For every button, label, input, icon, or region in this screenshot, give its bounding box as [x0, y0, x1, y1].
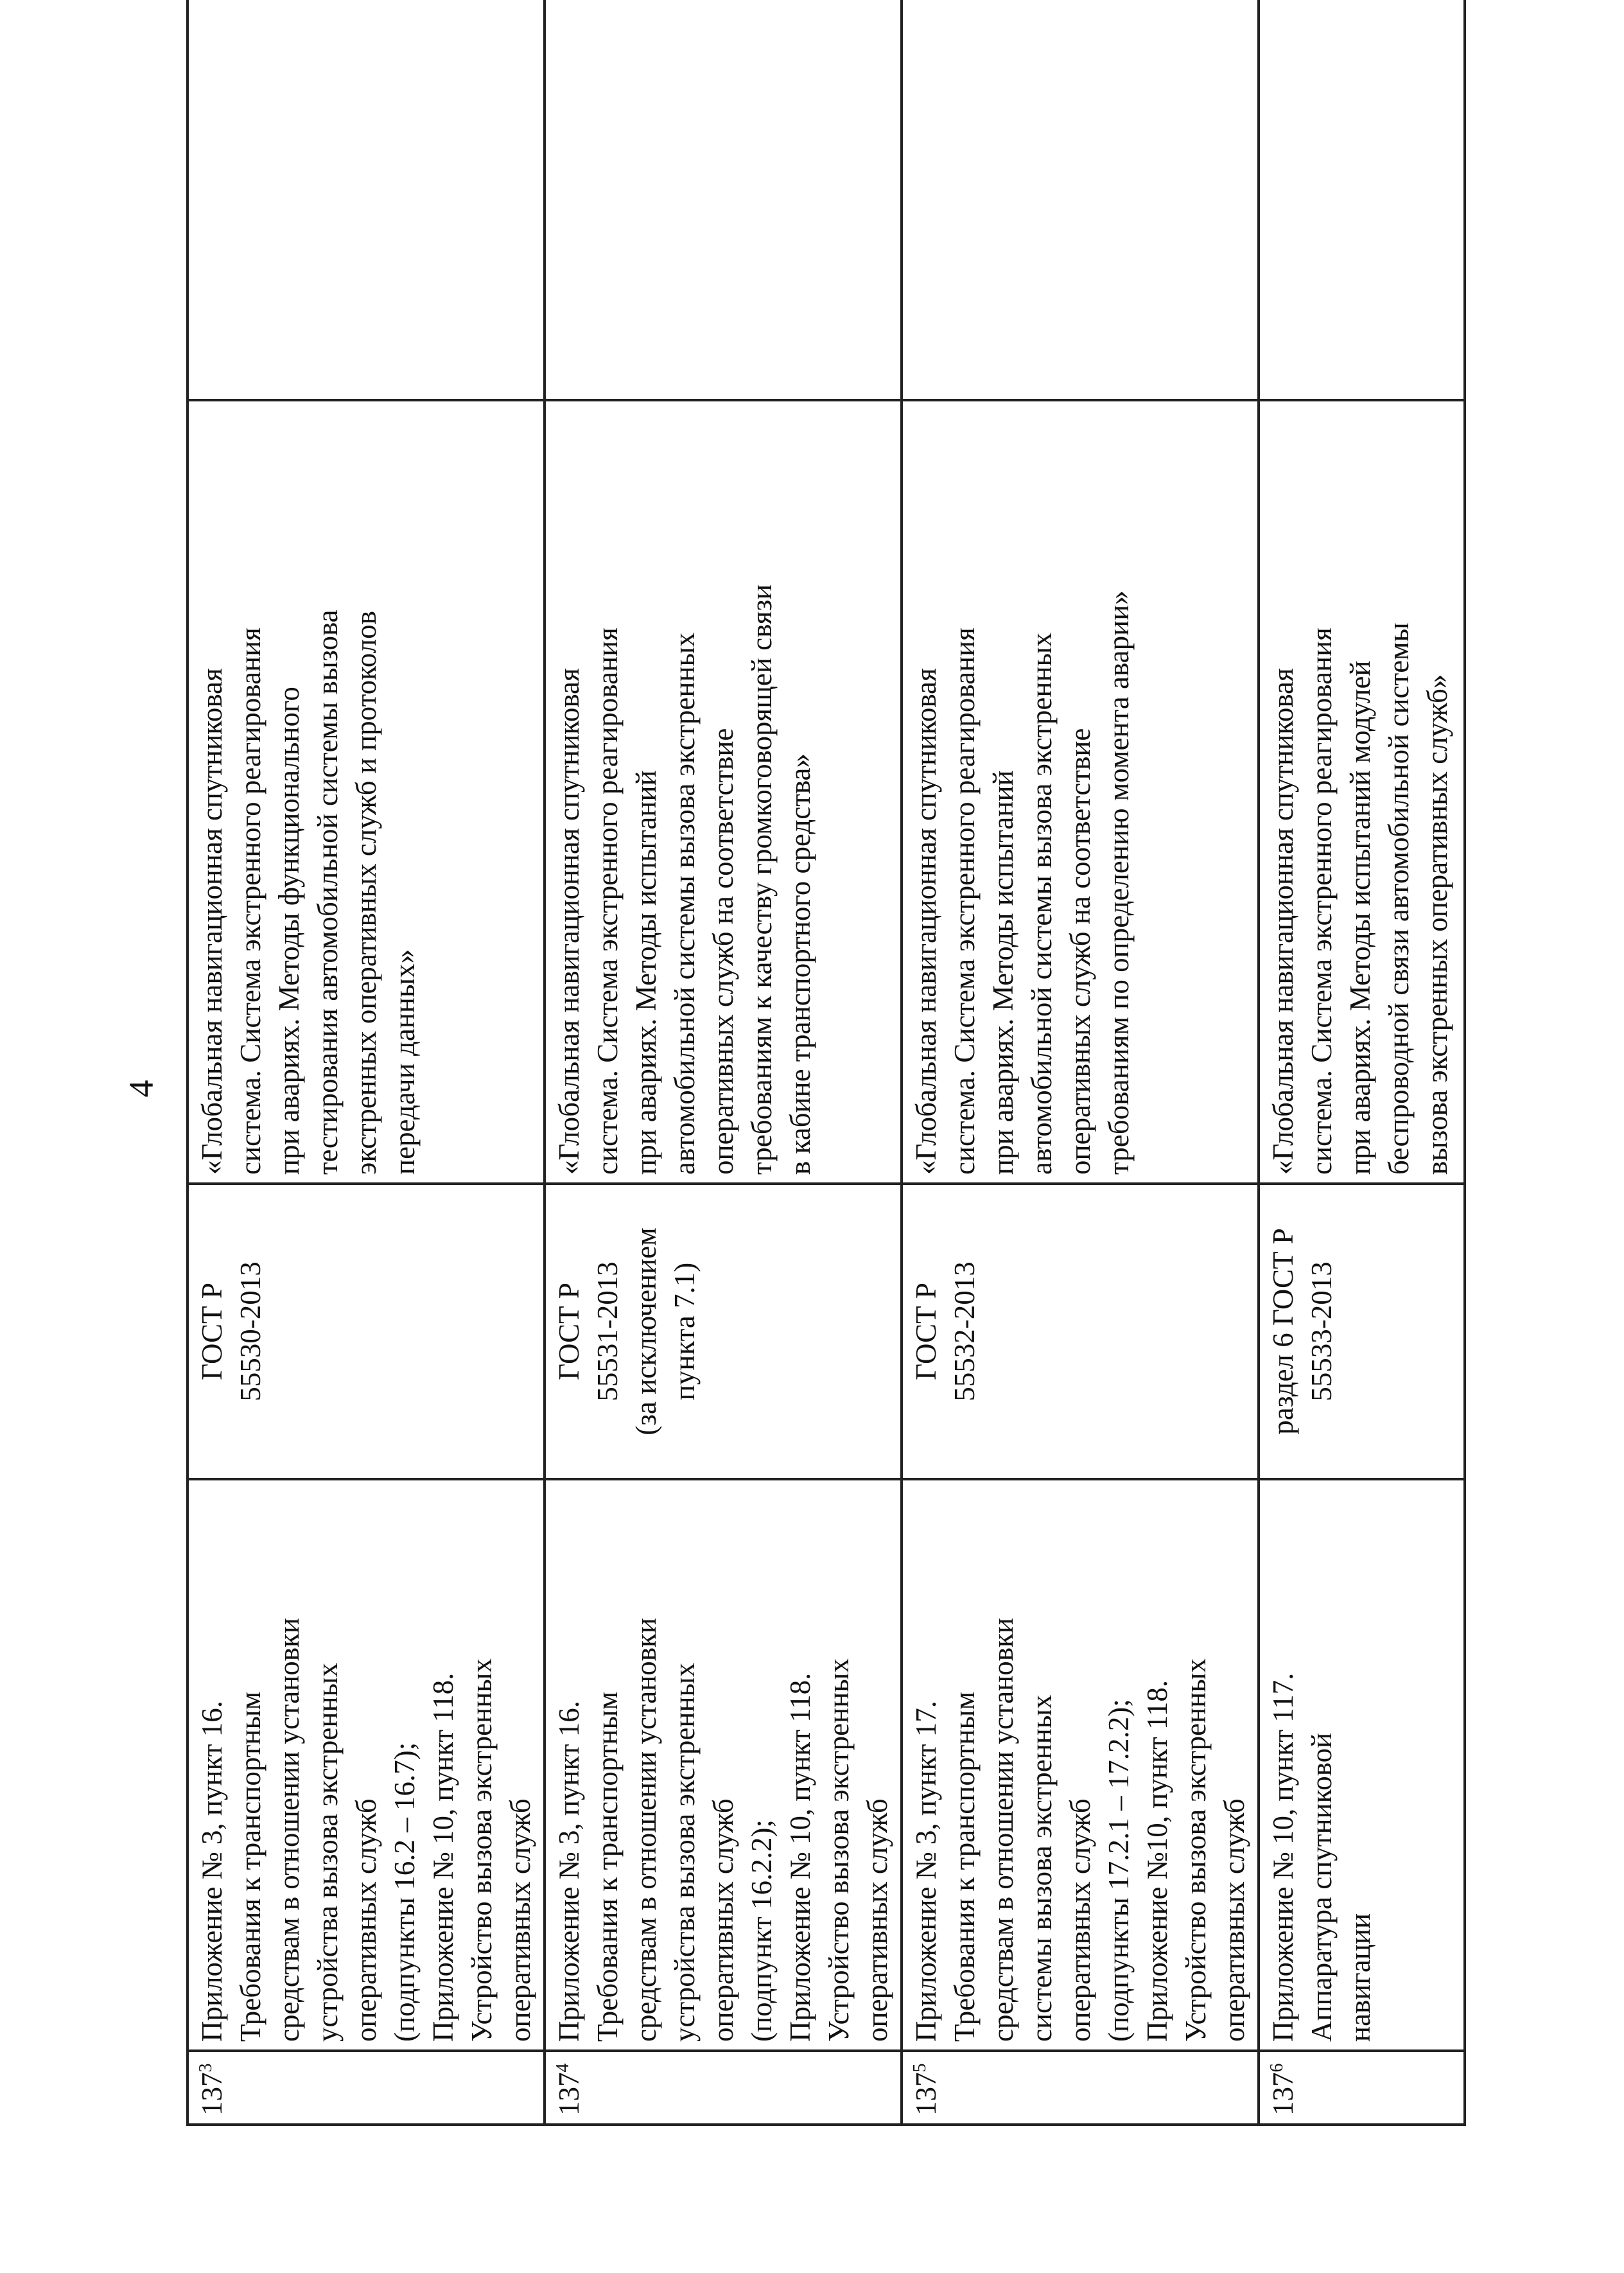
requirement-line: (подпункт 16.2.2);	[746, 1819, 778, 2042]
requirement-cell	[545, 1479, 902, 2051]
title-line: передачи данных»	[389, 949, 421, 1175]
standard-line: ГОСТ Р	[910, 1283, 942, 1380]
row-number-superscript: 6	[1267, 2063, 1287, 2073]
requirement-line: системы вызова экстренных	[1026, 1694, 1058, 2042]
standard-title-cell	[1259, 400, 1465, 1184]
note-cell	[902, 0, 1259, 400]
standard-title-cell	[545, 400, 902, 1184]
requirement-line: Приложение № 3, пункт 16.	[553, 1700, 585, 2042]
requirement-cell	[188, 1479, 545, 2051]
requirement-line: устройства вызова экстренных	[311, 1662, 344, 2042]
requirement-line: средствам в отношении установки	[273, 1618, 305, 2042]
title-line: в кабине транспортного средства»	[784, 753, 816, 1175]
row-number: 137	[196, 2072, 228, 2116]
row-number-cell	[545, 2051, 902, 2125]
title-line: оперативных служб на соответствие	[1064, 728, 1096, 1175]
table-row	[902, 0, 1259, 2125]
requirement-line: устройства вызова экстренных	[668, 1662, 701, 2042]
requirement-line: оперативных служб	[707, 1798, 739, 2042]
title-line: при авариях. Методы функционального	[273, 687, 305, 1175]
standard-line: раздел 6 ГОСТ Р	[1267, 1228, 1299, 1435]
standard-title-cell	[188, 400, 545, 1184]
standard-cell	[1259, 1184, 1465, 1479]
requirement-line: Приложение №10, пункт 118.	[1141, 1680, 1173, 2042]
standard-line: пункта 7.1)	[668, 1262, 701, 1401]
standard-line: ГОСТ Р	[196, 1283, 228, 1380]
row-number-cell	[188, 2051, 545, 2125]
title-line: требованиям к качеству громкоговорящей связи	[746, 584, 778, 1175]
note-cell	[545, 0, 902, 400]
requirement-line: оперативных служб	[861, 1798, 893, 2042]
rotated-table-container	[186, 0, 1453, 2126]
standard-cell	[902, 1184, 1259, 1479]
requirement-line: Приложение № 10, пункт 118.	[784, 1672, 816, 2042]
title-line: требованиям по определению момента аварии»	[1103, 590, 1135, 1175]
row-number: 137	[1267, 2072, 1299, 2116]
title-line: автомобильной системы вызова экстренных	[668, 632, 701, 1175]
title-line: система. Система экстренного реагирования	[1305, 627, 1338, 1175]
requirement-line: оперативных служб	[504, 1798, 536, 2042]
requirement-line: Требования к транспортным	[948, 1691, 981, 2042]
note-cell	[1259, 0, 1465, 400]
standard-line: 55531-2013	[591, 1261, 624, 1401]
title-line: тестирования автомобильной системы вызова	[311, 610, 344, 1175]
requirement-line: оперативных служб	[1064, 1798, 1096, 2042]
title-line: беспроводной связи автомобильной системы	[1383, 622, 1415, 1175]
title-line: оперативных служб на соответствие	[707, 728, 739, 1175]
title-line: «Глобальная навигационная спутниковая	[1267, 668, 1299, 1175]
title-line: «Глобальная навигационная спутниковая	[910, 668, 942, 1175]
requirement-line: Требования к транспортным	[234, 1691, 266, 2042]
title-line: при авариях. Методы испытаний модулей	[1344, 660, 1376, 1175]
row-number: 137	[910, 2072, 942, 2116]
row-number-superscript: 5	[910, 2063, 930, 2073]
requirement-line: навигации	[1344, 1913, 1376, 2042]
title-line: автомобильной системы вызова экстренных	[1026, 632, 1058, 1175]
requirement-line: Устройство вызова экстренных	[466, 1658, 498, 2042]
requirement-line: оперативных служб	[350, 1798, 382, 2042]
requirement-line: Аппаратура спутниковой	[1305, 1732, 1338, 2042]
title-line: система. Система экстренного реагирования	[948, 627, 981, 1175]
title-line: при авариях. Методы испытаний	[987, 770, 1019, 1175]
table-body	[188, 0, 1465, 2125]
requirement-line: Приложение № 10, пункт 117.	[1267, 1672, 1299, 2042]
title-line: при авариях. Методы испытаний	[630, 770, 662, 1175]
row-number-cell	[902, 2051, 1259, 2125]
standard-line: 55533-2013	[1305, 1261, 1338, 1401]
title-line: «Глобальная навигационная спутниковая	[553, 668, 585, 1175]
standard-cell	[188, 1184, 545, 1479]
requirement-line: (подпункты 16.2 – 16.7);	[389, 1742, 421, 2042]
requirement-cell	[1259, 1479, 1465, 2051]
title-line: вызова экстренных оперативных служб»	[1421, 674, 1453, 1175]
note-cell	[188, 0, 545, 400]
table-row	[1259, 0, 1465, 2125]
requirement-line: средствам в отношении установки	[630, 1618, 662, 2042]
table-row	[545, 0, 902, 2125]
requirement-cell	[902, 1479, 1259, 2051]
requirement-line: Устройство вызова экстренных	[823, 1658, 855, 2042]
requirement-line: Приложение № 3, пункт 16.	[196, 1700, 228, 2042]
table-row	[188, 0, 545, 2125]
standard-line: ГОСТ Р	[553, 1283, 585, 1380]
row-number-superscript: 3	[196, 2063, 216, 2073]
requirement-line: средствам в отношении установки	[987, 1618, 1019, 2042]
requirement-line: Приложение № 3, пункт 17.	[910, 1700, 942, 2042]
page-number: 4	[122, 1080, 161, 1098]
title-line: система. Система экстренного реагирования	[234, 627, 266, 1175]
standard-line: (за исключением	[630, 1227, 662, 1435]
title-line: «Глобальная навигационная спутниковая	[196, 668, 228, 1175]
requirement-line: (подпункты 17.2.1 – 17.2.2);	[1103, 1699, 1135, 2042]
requirement-line: Устройство вызова экстренных	[1180, 1658, 1212, 2042]
requirement-line: Приложение № 10, пункт 118.	[427, 1672, 459, 2042]
standard-title-cell	[902, 400, 1259, 1184]
row-number-cell	[1259, 2051, 1465, 2125]
title-line: система. Система экстренного реагирования	[591, 627, 624, 1175]
title-line: экстренных оперативных служб и протоколов	[350, 611, 382, 1175]
standard-cell	[545, 1184, 902, 1479]
row-number-superscript: 4	[553, 2063, 573, 2073]
requirement-line: Требования к транспортным	[591, 1691, 624, 2042]
standard-line: 55530-2013	[234, 1261, 266, 1401]
row-number: 137	[553, 2072, 585, 2116]
requirement-line: оперативных служб	[1218, 1798, 1250, 2042]
regulation-table	[186, 0, 1466, 2126]
standard-line: 55532-2013	[948, 1261, 981, 1401]
